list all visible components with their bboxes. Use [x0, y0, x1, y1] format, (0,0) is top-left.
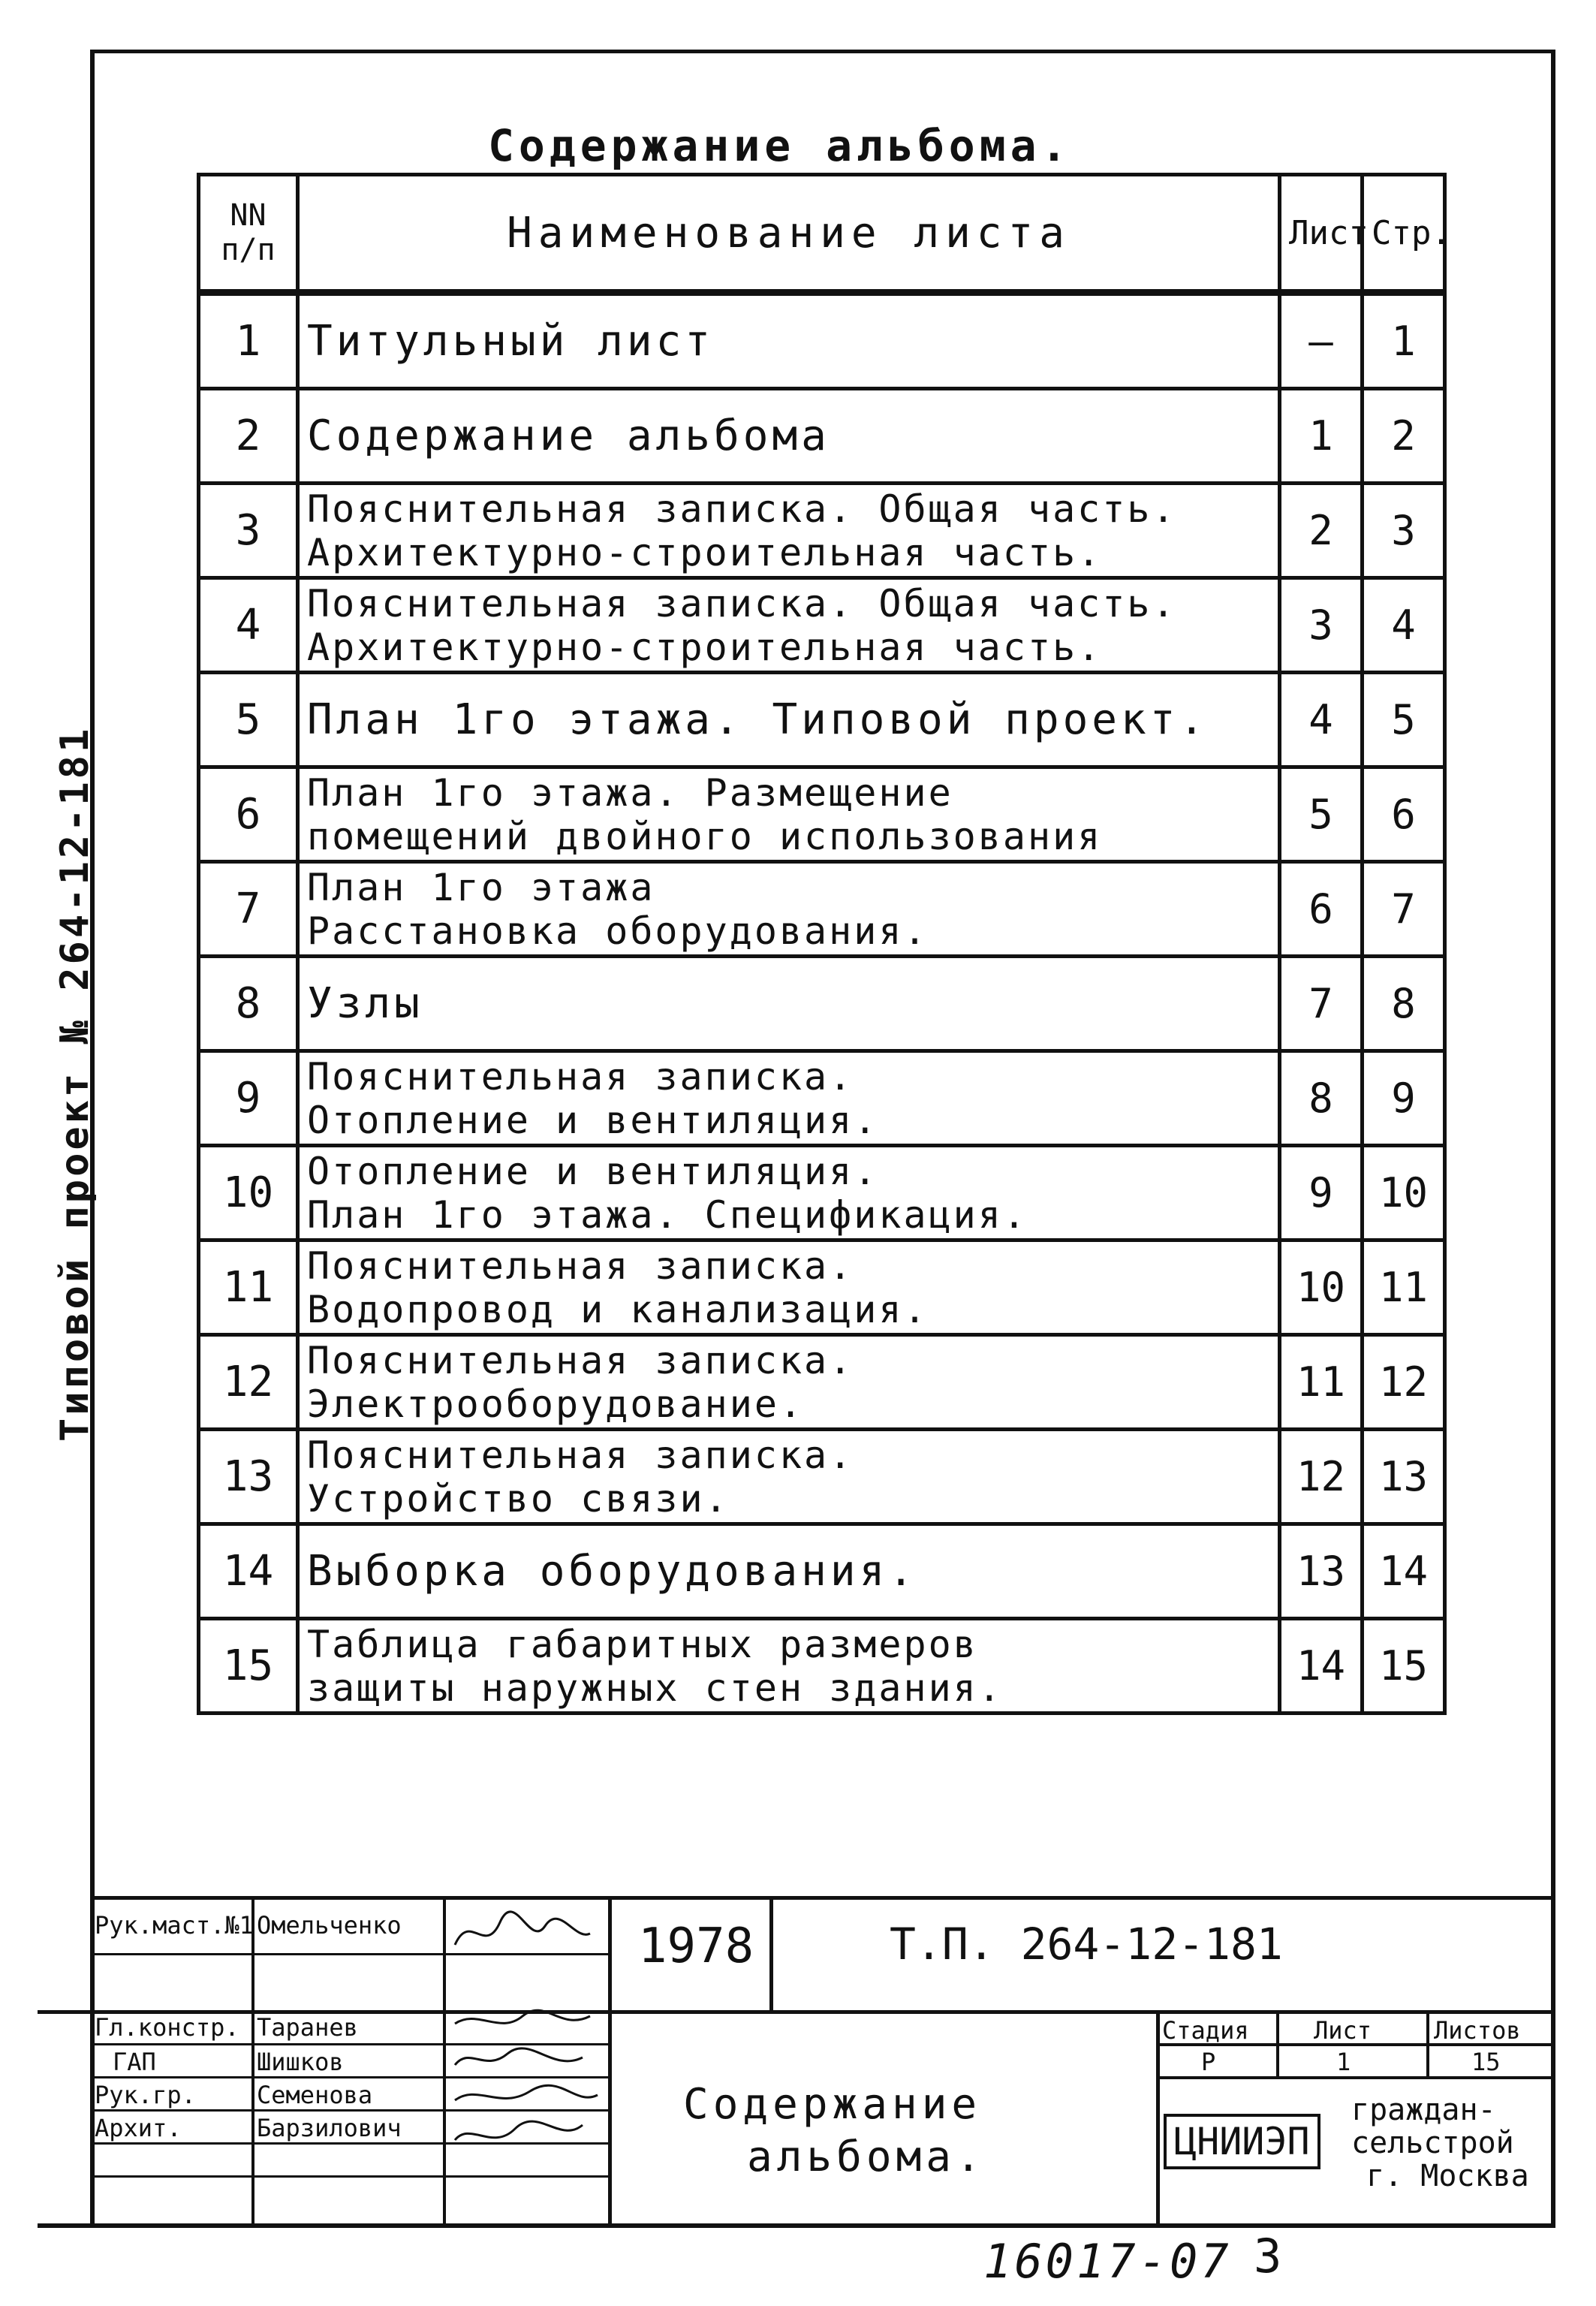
table-row — [199, 1240, 1445, 1335]
row-number: 6 — [199, 767, 298, 862]
stage-header: Стадия — [1162, 2016, 1249, 2045]
signatures-image — [447, 1904, 605, 2174]
row-sheet: 14 — [1280, 1619, 1363, 1714]
row-sheet: 2 — [1280, 484, 1363, 578]
table-row — [199, 767, 1445, 862]
row-title — [298, 484, 1280, 578]
row-title — [298, 1430, 1280, 1524]
row-title-line: помещений двойного использования — [307, 814, 1103, 858]
header-sheet-text: Лист — [1289, 213, 1369, 252]
table-row — [199, 578, 1445, 673]
row-title — [298, 1051, 1280, 1146]
row-page: 6 — [1363, 767, 1445, 862]
row-sheet: — — [1280, 293, 1363, 389]
row-title-line: Пояснительная записка. — [307, 1433, 854, 1477]
row-title — [298, 1619, 1280, 1714]
row-title — [298, 1335, 1280, 1430]
role-2: Гл.констр. — [95, 2013, 239, 2042]
table-row — [199, 1146, 1445, 1240]
row-number: 5 — [199, 673, 298, 767]
row-title-line: Содержание альбома — [307, 411, 830, 460]
org-logo: ЦНИИЭП — [1164, 2114, 1320, 2169]
row-sheet: 4 — [1280, 673, 1363, 767]
row-title-line: защиты наружных стен здания. — [307, 1665, 1003, 1710]
org-name-3: г. Москва — [1366, 2159, 1529, 2193]
contents-table — [197, 173, 1451, 1715]
row-title-line: Устройство связи. — [307, 1476, 730, 1521]
row-sheet: 5 — [1280, 767, 1363, 862]
row-title-line: Архитектурно-строительная часть. — [307, 530, 1103, 574]
header-page — [1363, 175, 1451, 293]
row-number: 12 — [199, 1335, 298, 1430]
table-body — [199, 293, 1445, 1714]
row-sheet: 13 — [1280, 1524, 1363, 1619]
row-title — [298, 673, 1280, 767]
stage-value: Р — [1201, 2048, 1216, 2076]
row-title — [298, 293, 1280, 389]
sheet-value: 1 — [1336, 2048, 1351, 2076]
row-page: 13 — [1363, 1430, 1445, 1524]
row-number: 7 — [199, 862, 298, 957]
row-number: 8 — [199, 957, 298, 1051]
header-num — [199, 175, 298, 293]
table-row — [199, 1051, 1445, 1146]
row-sheet: 11 — [1280, 1335, 1363, 1430]
table-row — [199, 1524, 1445, 1619]
row-title-line: Расстановка оборудования. — [307, 909, 929, 953]
role-1: Рук.маст.№1 — [95, 1911, 254, 1940]
row-page: 5 — [1363, 673, 1445, 767]
stamp-doc-title-line2: альбома. — [747, 2133, 986, 2181]
row-title — [298, 578, 1280, 673]
row-page: 3 — [1363, 484, 1445, 578]
row-number: 11 — [199, 1240, 298, 1335]
table-row — [199, 1335, 1445, 1430]
name-5: Барзилович — [257, 2114, 402, 2142]
header-name-text: Наименование листа — [507, 208, 1071, 258]
row-title-line: Отопление и вентиляция. — [307, 1098, 879, 1142]
row-title-line: Выборка оборудования. — [307, 1546, 918, 1596]
row-title-line: Отопление и вентиляция. — [307, 1149, 879, 1193]
row-sheet: 9 — [1280, 1146, 1363, 1240]
sheet-header: Лист — [1314, 2016, 1372, 2045]
row-title-line: План 1го этажа. Спецификация. — [307, 1192, 1028, 1237]
role-5: Архит. — [95, 2114, 182, 2142]
side-project-label: Типовой проект № 264-12-181 — [53, 725, 98, 1442]
row-sheet: 3 — [1280, 578, 1363, 673]
row-number: 15 — [199, 1619, 298, 1714]
stamp-project-code: Т.П. 264-12-181 — [890, 1919, 1283, 1970]
row-page: 8 — [1363, 957, 1445, 1051]
row-sheet: 1 — [1280, 389, 1363, 484]
table-row — [199, 1619, 1445, 1714]
row-title-line: Пояснительная записка. — [307, 1243, 854, 1288]
table-row — [199, 389, 1445, 484]
name-1: Омельченко — [257, 1911, 402, 1940]
row-number: 10 — [199, 1146, 298, 1240]
row-title-line: Пояснительная записка. — [307, 1338, 854, 1382]
table-row — [199, 862, 1445, 957]
table-row — [199, 957, 1445, 1051]
row-title-line: Пояснительная записка. Общая часть. — [307, 487, 1177, 531]
sheets-value: 15 — [1471, 2048, 1501, 2076]
name-4: Семенова — [257, 2081, 373, 2109]
row-page: 10 — [1363, 1146, 1445, 1240]
row-number: 4 — [199, 578, 298, 673]
row-sheet: 8 — [1280, 1051, 1363, 1146]
table-header-row — [199, 175, 1445, 293]
page-title: Содержание альбома. — [488, 120, 1072, 171]
row-number: 14 — [199, 1524, 298, 1619]
header-name — [298, 175, 1280, 293]
table-row — [199, 484, 1445, 578]
row-page: 4 — [1363, 578, 1445, 673]
stamp-year: 1978 — [638, 1919, 754, 1974]
row-page: 14 — [1363, 1524, 1445, 1619]
stamp-doc-title-line1: Содержание — [683, 2080, 982, 2129]
row-sheet: 10 — [1280, 1240, 1363, 1335]
row-title-line: Титульный лист — [307, 316, 715, 366]
row-title-line: Пояснительная записка. — [307, 1054, 854, 1099]
page-number: 3 — [1254, 2229, 1282, 2283]
header-sheet — [1280, 175, 1369, 293]
row-title-line: Таблица габаритных размеров — [307, 1622, 978, 1666]
frame-top — [90, 50, 1555, 53]
row-sheet: 6 — [1280, 862, 1363, 957]
row-page: 11 — [1363, 1240, 1445, 1335]
row-number: 9 — [199, 1051, 298, 1146]
row-title-line: Водопровод и канализация. — [307, 1287, 929, 1331]
row-number: 1 — [199, 293, 298, 389]
row-page: 1 — [1363, 293, 1445, 389]
table-row — [199, 673, 1445, 767]
row-title-line: План 1го этажа — [307, 865, 655, 909]
row-title-line: Пояснительная записка. Общая часть. — [307, 581, 1177, 625]
org-name-2: сельстрой — [1351, 2126, 1514, 2160]
row-title-line: Узлы — [307, 978, 423, 1028]
role-3: ГАП — [113, 2048, 156, 2076]
row-title — [298, 957, 1280, 1051]
row-title — [298, 1524, 1280, 1619]
sheets-header: Листов — [1434, 2016, 1521, 2045]
row-title — [298, 862, 1280, 957]
row-title — [298, 389, 1280, 484]
name-2: Таранев — [257, 2013, 358, 2042]
row-page: 15 — [1363, 1619, 1445, 1714]
row-number: 3 — [199, 484, 298, 578]
title-block — [90, 1896, 1555, 2226]
header-page-text: Стр. — [1372, 213, 1451, 252]
row-title-line: Электрооборудование. — [307, 1382, 805, 1426]
row-page: 9 — [1363, 1051, 1445, 1146]
table-row — [199, 293, 1445, 389]
row-title-line: Архитектурно-строительная часть. — [307, 625, 1103, 669]
row-sheet: 7 — [1280, 957, 1363, 1051]
row-number: 13 — [199, 1430, 298, 1524]
role-4: Рук.гр. — [95, 2081, 196, 2109]
row-title-line: План 1го этажа. Типовой проект. — [307, 695, 1209, 744]
bottom-code: 16017-07 — [983, 2234, 1232, 2289]
row-number: 2 — [199, 389, 298, 484]
row-title — [298, 767, 1280, 862]
row-title — [298, 1146, 1280, 1240]
row-page: 12 — [1363, 1335, 1445, 1430]
table-row — [199, 1430, 1445, 1524]
org-name-1: граждан- — [1351, 2093, 1496, 2127]
row-title — [298, 1240, 1280, 1335]
header-num-line1: NN — [230, 198, 267, 233]
name-3: Шишков — [257, 2048, 344, 2076]
row-page: 2 — [1363, 389, 1445, 484]
row-title-line: План 1го этажа. Размещение — [307, 770, 953, 815]
row-page: 7 — [1363, 862, 1445, 957]
row-sheet: 12 — [1280, 1430, 1363, 1524]
header-num-line2: п/п — [221, 233, 276, 267]
